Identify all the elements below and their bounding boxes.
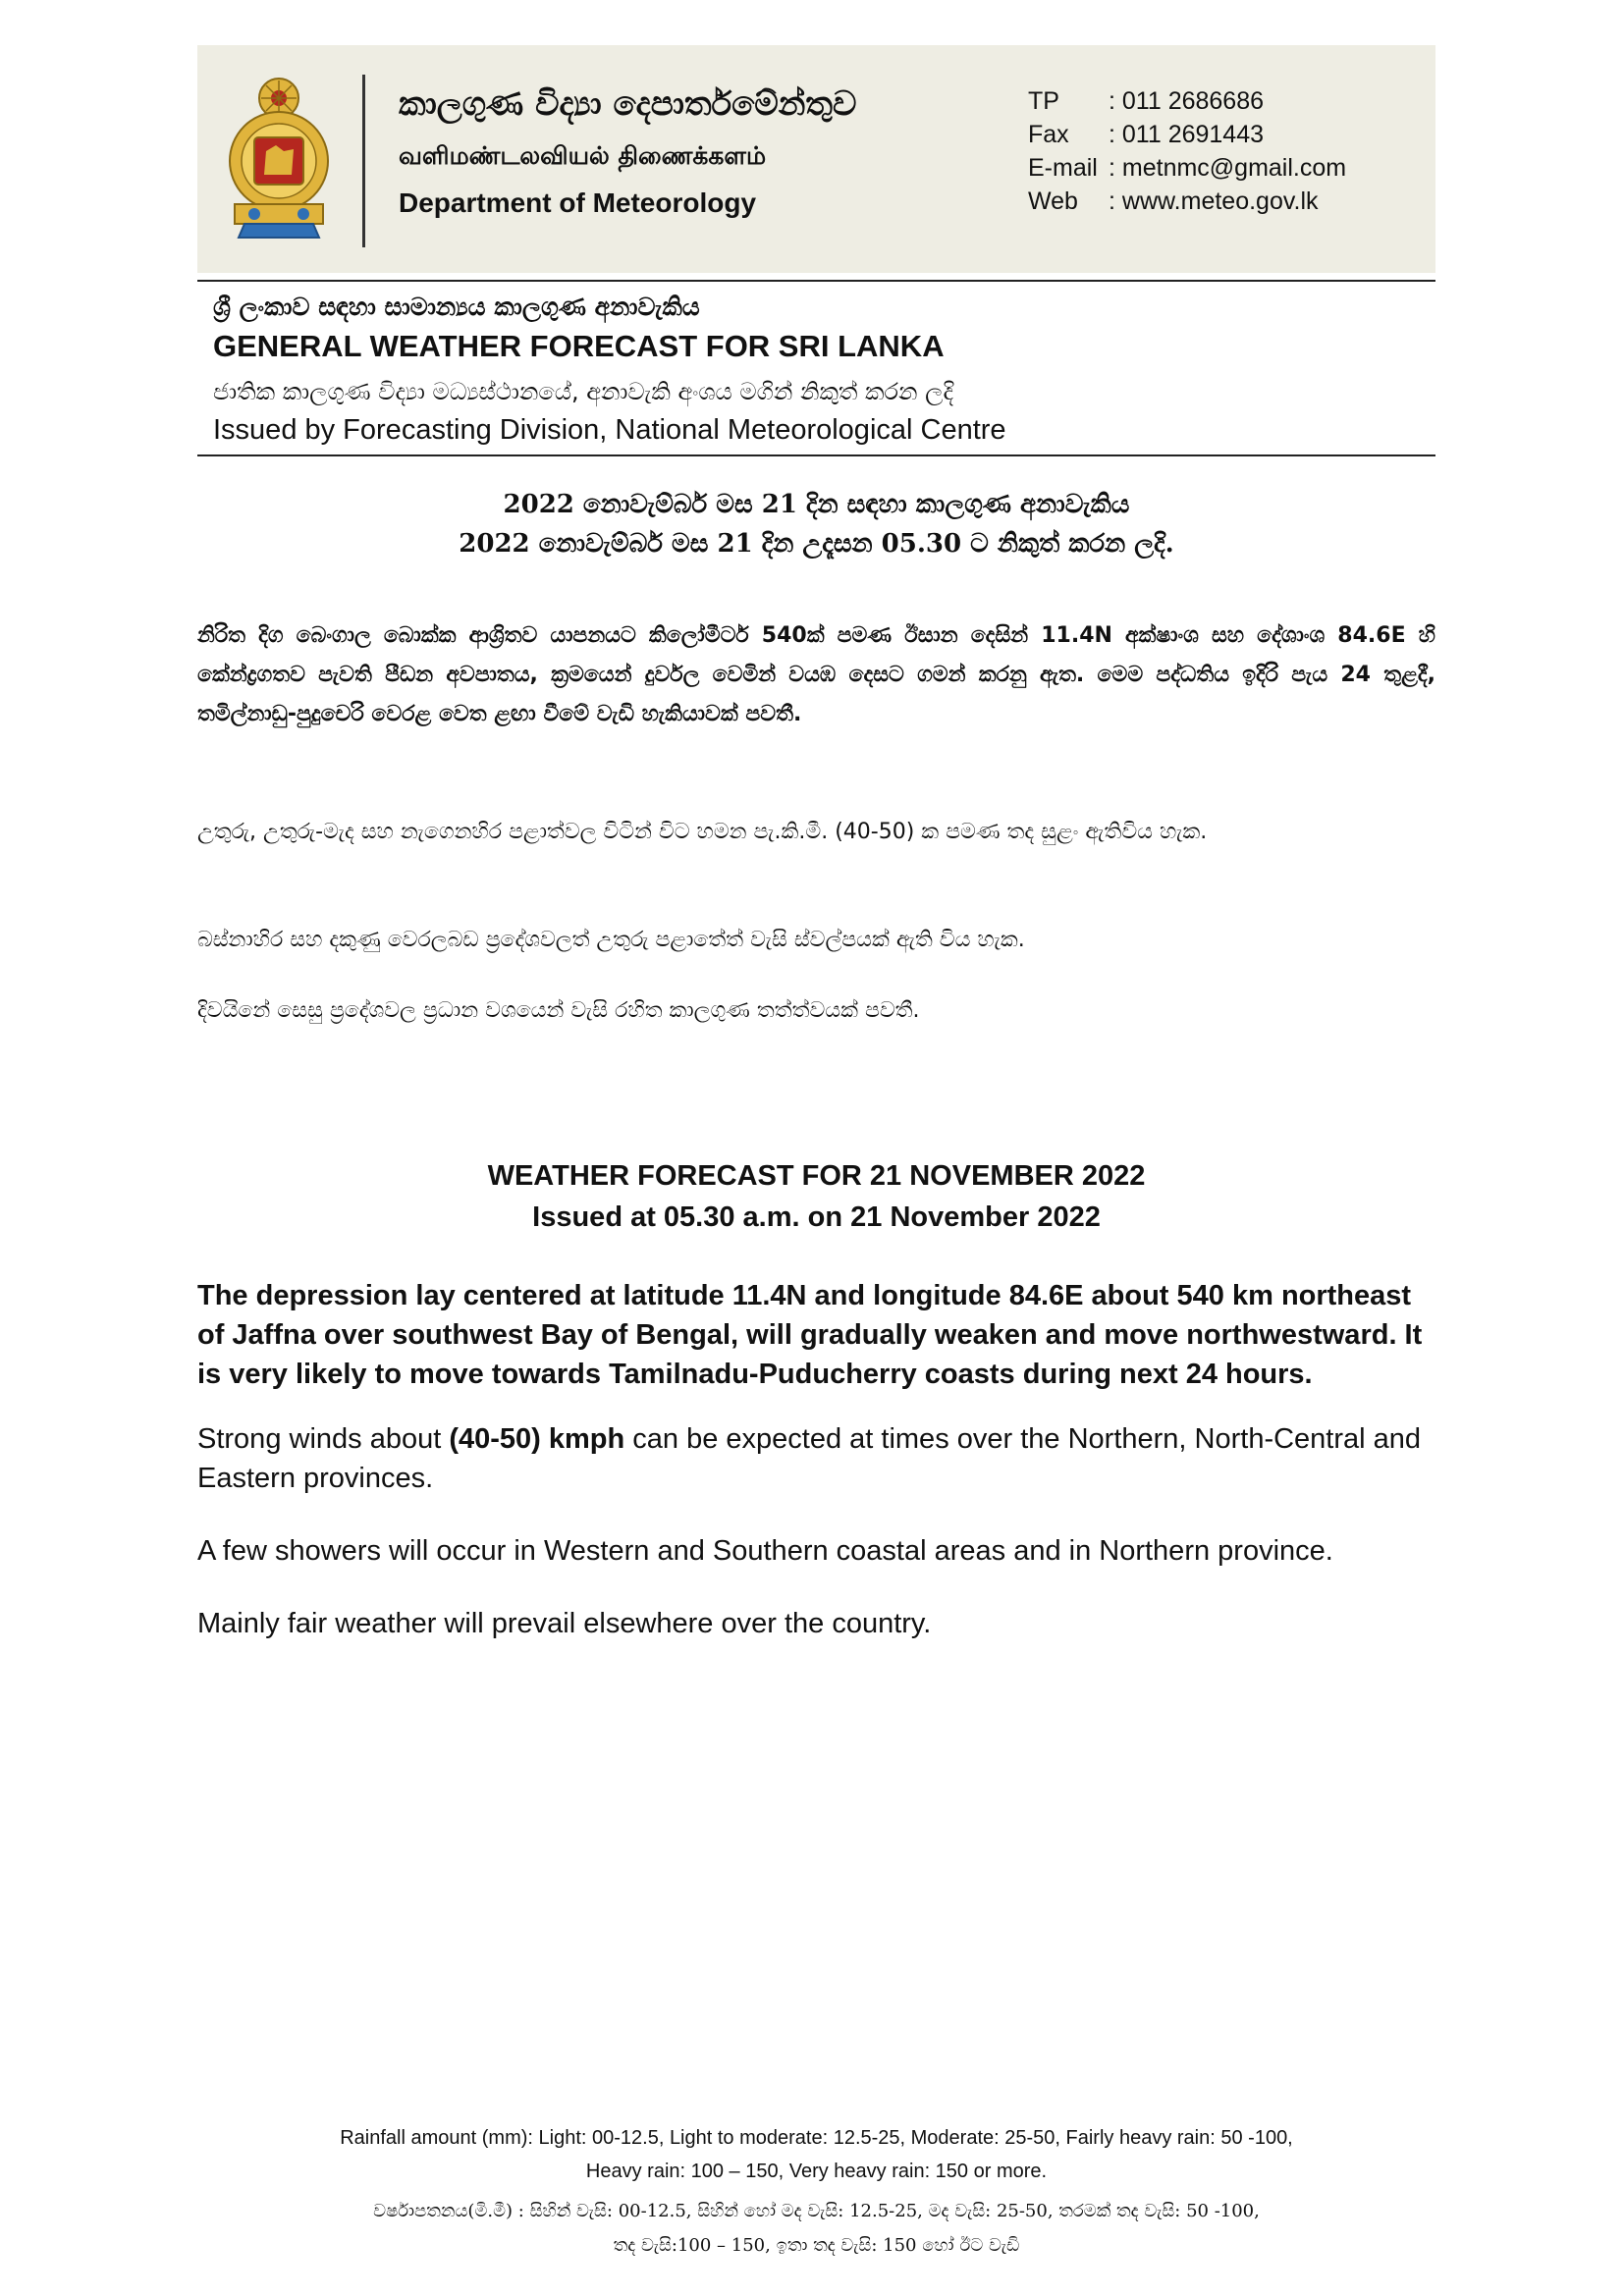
header-divider [362, 75, 365, 247]
sri-lanka-emblem-icon [225, 73, 333, 241]
org-name-english: Department of Meteorology [399, 187, 757, 218]
title-top-rule [197, 280, 1435, 282]
contact-label: Web [1028, 187, 1078, 215]
english-paragraph-winds [197, 1419, 1435, 1498]
footer-rainfall-sinhala-line1: වර්ෂාපතනය(මි.මී) : සිහින් වැසි: 00-12.5, සිහින් හෝ මද වැසි: 12.5-25, මද වැසි: 25-50, තරමක් තද වැසි: 50 -100, [373, 2201, 1260, 2221]
wind-speed-value: (40-50) kmph [449, 1423, 625, 1455]
winds-text-end: can be expected at times over the Northern, North-Central and Eastern provinces. [197, 1423, 1422, 1494]
footer-rainfall-english-line2: Heavy rain: 100 – 150, Very heavy rain: 150 or more. [585, 2161, 1048, 2182]
sinhala-paragraph-fair-weather: දිවයිනේ සෙසු ප්‍රදේශවල ප්‍රධාන වශයෙන් වැසි රහිත කාලගුණ තත්ත්වයක් පවතී. [197, 998, 920, 1023]
title-sinhala: ශ්‍රී ලංකාව සඳහා සාමාන්‍යය කාලගුණ අනාවැකිය [213, 293, 700, 321]
footer-rainfall-sinhala-line2: තද වැසි:100 – 150, ඉතා තද වැසි: 150 හෝ ඊට වැඩි [613, 2235, 1020, 2256]
contact-label: TP [1028, 87, 1059, 115]
english-paragraph-fair-weather: Mainly fair weather will prevail elsewhere over the country. [197, 1608, 932, 1639]
contact-web [1028, 185, 1346, 218]
sinhala-paragraph-depression: නිරිත දිග බෙංගාල බොක්ක ආශ්‍රිතව යාපනයට කිලෝමීටර් 540ක් පමණ ඊසාන දෙසින් 11.4N අක්ෂාංශ සහ දේශාංශ 84.6E හි කේන්ද්‍රගතව පැවති පීඩන අවපාතය, ක්‍රමයෙන් දුර්වල වෙමින් වයඹ දෙසට ගමන් කරනු ඇත. මෙම පද්ධතිය ඉදිරි පැය 24 තුළදී, තමිල්නාඩු-පුදුචෙරි වෙරළ වෙත ළඟා වීමේ වැඩි හැකියාවක් පවතී. [197, 623, 1435, 726]
english-forecast-heading: WEATHER FORECAST FOR 21 NOVEMBER 2022 [487, 1160, 1146, 1192]
contact-value: : 011 2686686 [1109, 87, 1265, 115]
sinhala-forecast-heading: 2022 නොවැම්බර් මස 21 දින සඳහා කාලගුණ අනාවැකිය [503, 490, 1130, 519]
contact-value: : www.meteo.gov.lk [1109, 187, 1319, 215]
contact-label: E-mail [1028, 154, 1098, 182]
sinhala-issued-heading: 2022 නොවැම්බර් මස 21 දින උදෑසන 05.30 ට නිකුත් කරන ලදි. [459, 529, 1174, 559]
issued-by-sinhala: ජාතික කාලගුණ විද්‍යා මධ්‍යස්ථානයේ, අනාවැකි අංශය මගින් නිකුත් කරන ලදි [213, 378, 954, 405]
winds-text-start: Strong winds about [197, 1423, 450, 1455]
org-name-tamil: வளிமண்டலவியல் திணைக்களம் [399, 141, 767, 170]
sinhala-paragraph-winds: උතුරු, උතුරු-මැද සහ නැගෙනහිර පළාත්වල විටින් විට හමන පැ.කි.මී. (40-50) ක පමණ තද සුළං ඇතිවිය හැක. [197, 820, 1208, 844]
title-english: GENERAL WEATHER FORECAST FOR SRI LANKA [213, 329, 945, 363]
english-paragraph-showers: A few showers will occur in Western and Southern coastal areas and in Northern province. [197, 1535, 1333, 1567]
english-paragraph-depression: The depression lay centered at latitude 11.4N and longitude 84.6E about 540 km northeast of Jaffna over southwest Bay of Bengal, will gradually weaken and move northwestward. It is very likely to move towards Tamilnadu-Puducherry coasts during next 24 hours. [197, 1280, 1423, 1390]
contact-value: : metnmc@gmail.com [1109, 154, 1347, 182]
contact-value: : 011 2691443 [1109, 121, 1265, 148]
contact-email [1028, 151, 1346, 185]
english-issued-heading: Issued at 05.30 a.m. on 21 November 2022 [532, 1201, 1101, 1233]
issued-by-english: Issued by Forecasting Division, National Meteorological Centre [213, 414, 1006, 446]
footer-rainfall-english-line1: Rainfall amount (mm): Light: 00-12.5, Light to moderate: 12.5-25, Moderate: 25-50, Fairly heavy rain: 50 -100, [340, 2127, 1293, 2149]
title-bottom-rule [197, 454, 1435, 456]
letterhead [197, 45, 1435, 273]
contact-info [1028, 84, 1346, 218]
contact-label: Fax [1028, 121, 1069, 148]
contact-phone [1028, 84, 1346, 118]
contact-fax [1028, 118, 1346, 151]
sinhala-paragraph-showers: බස්නාහිර සහ දකුණු වෙරලබඩ ප්‍රදේශවලත් උතුරු පළාතේත් වැසි ස්වල්පයක් ඇති විය හැක. [197, 928, 1025, 952]
org-name-sinhala: කාලගුණ විද්‍යා දෙපාර්තමේන්තුව [399, 84, 857, 124]
